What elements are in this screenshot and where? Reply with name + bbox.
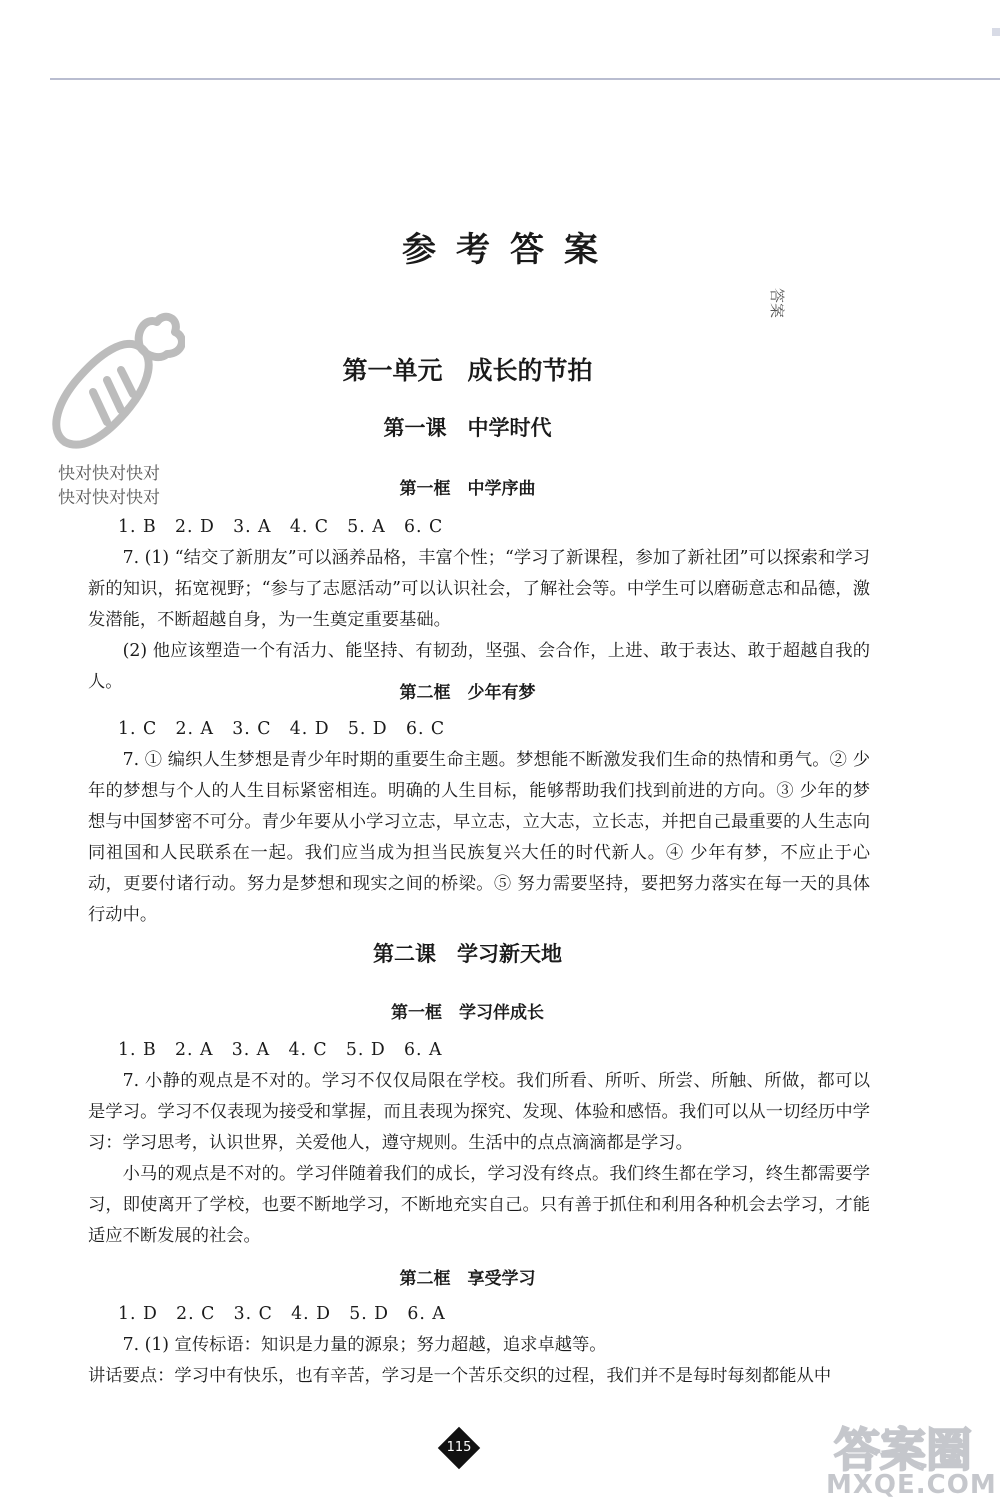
answer-paragraph: (2) 他应该塑造一个有活力、能坚持、有韧劲，坚强、会合作，上进、敢于表达、敢于超越自我的人。 <box>88 641 870 692</box>
lesson-2-heading: 第二课 学习新天地 <box>373 942 562 966</box>
lesson-2-frame-2-heading: 第二框 享受学习 <box>399 1269 536 1289</box>
watermark-line-2: 快对快对快对 <box>58 488 160 508</box>
page-title: 参考答案 <box>402 230 618 270</box>
watermark-url: MXQE.COM <box>826 1470 997 1500</box>
answer-paragraph: 讲话要点：学习中有快乐，也有辛苦，学习是一个苦乐交织的过程，我们并不是每时每刻都能从中 <box>88 1366 832 1386</box>
side-stamp: 答案 <box>768 288 786 319</box>
page-number: 115 <box>446 1440 472 1455</box>
answer-paragraph: 小马的观点是不对的。学习伴随着我们的成长，学习没有终点。我们终生都在学习，终生都需要学习，即使离开了学校，也要不断地学习，不断地充实自己。只有善于抓住和利用各种机会去学习，才能适应不断发展的社会。 <box>88 1164 870 1246</box>
unit-heading: 第一单元 成长的节拍 <box>342 356 593 385</box>
lesson-1-heading: 第一课 中学时代 <box>383 416 552 440</box>
answer-paragraph: 7. ① 编织人生梦想是青少年时期的重要生命主题。梦想能不断激发我们生命的热情和勇气。② 少年的梦想与个人的人生目标紧密相连。明确的人生目标，能够帮助我们找到前进的方向。③ 少年的梦想与中国梦密不可分。青少年要从小学习立志，早立志，立大志，立长志，并把自己最重要的人生志向同祖国和人民联系在一起。我们应当成为担当民族复兴大任的时代新人。④ 少年有梦，不应止于心动，更要付诸行动。努力是梦想和现实之间的桥梁。⑤ 努力需要坚持，要把努力落实在每一天的具体行动中。 <box>88 750 870 925</box>
watermark-line-1: 快对快对快对 <box>58 464 160 484</box>
answer-paragraph: 7. (1) 宣传标语：知识是力量的源泉；努力超越，追求卓越等。 <box>122 1335 607 1355</box>
lesson-1-frame-2-body <box>88 745 870 931</box>
answer-paragraph: 7. (1) “结交了新朋友”可以涵养品格，丰富个性；“学习了新课程，参加了新社团”可以探索和学习新的知识，拓宽视野；“参与了志愿活动”可以认识社会，了解社会等。中学生可以磨砺意志和品德，激发潜能，不断超越自身，为一生奠定重要基础。 <box>88 548 870 630</box>
lesson-1-frame-1-body <box>88 543 870 698</box>
lesson-1-frame-1-heading: 第一框 中学序曲 <box>399 479 536 499</box>
lesson-1-frame-1-choice-answers: 1. B 2. D 3. A 4. C 5. A 6. C <box>118 517 444 537</box>
top-rule <box>50 78 1000 80</box>
answer-paragraph: 7. 小静的观点是不对的。学习不仅仅局限在学校。我们所看、所听、所尝、所触、所做，都可以是学习。学习不仅表现为接受和掌握，而且表现为探究、发现、体验和感悟。我们可以从一切经历中学习：学习思考，认识世界，关爱他人，遵守规则。生活中的点点滴滴都是学习。 <box>88 1071 870 1153</box>
lesson-2-frame-1-choice-answers: 1. B 2. A 3. A 4. C 5. D 6. A <box>118 1040 443 1060</box>
corner-mark <box>992 28 1000 36</box>
lesson-2-frame-2-choice-answers: 1. D 2. C 3. C 4. D 5. D 6. A <box>118 1304 446 1324</box>
lesson-2-frame-2-body <box>88 1330 870 1392</box>
lesson-1-frame-2-heading: 第二框 少年有梦 <box>399 683 536 703</box>
watermark-logo-text: 答案圈 <box>834 1423 972 1477</box>
lesson-2-frame-1-heading: 第一框 学习伴成长 <box>391 1003 544 1023</box>
lesson-2-frame-1-body <box>88 1066 870 1252</box>
lesson-1-frame-2-choice-answers: 1. C 2. A 3. C 4. D 5. D 6. C <box>118 719 446 739</box>
